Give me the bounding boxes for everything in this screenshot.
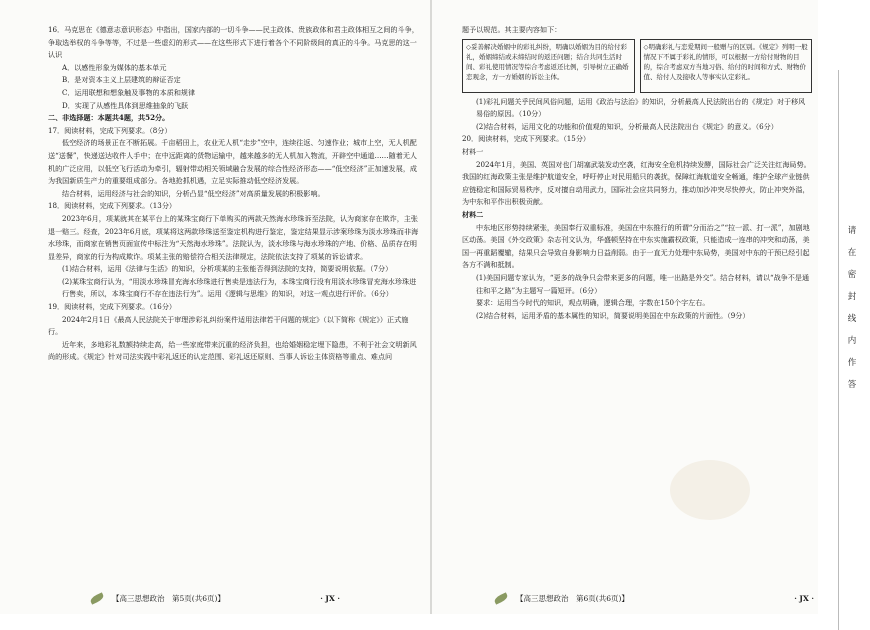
left-column: [48, 24, 420, 364]
q16-option-d: D．实现了从感性具体到思维抽象的飞跃: [62, 100, 189, 110]
left-page-number: 【高三思想政治 第5页(共6页)】: [112, 594, 225, 603]
left-page: [0, 0, 430, 614]
leaf-icon: [89, 592, 105, 604]
leaf-icon: [493, 592, 509, 604]
seal-line-notice: 请在密封线内作答: [847, 226, 857, 390]
q20-requirement: 要求：运用当今时代的知识，观点明确，逻辑合理，字数在150个字左右。: [476, 298, 710, 308]
material-2-label: 材料二: [462, 209, 484, 219]
seal-line: [838, 70, 839, 630]
right-exam-code: · JX ·: [794, 594, 814, 603]
left-exam-code: · JX ·: [320, 594, 340, 603]
material-1-label: 材料一: [462, 146, 484, 156]
right-column: [462, 24, 812, 322]
q17-task: 结合材料，运用经济与社会的知识，分析凸显“低空经济”对高质量发展的积极影响。: [62, 188, 325, 198]
q20-sub1: (1)美国问题专家认为，“更多的战争只会带来更多的问题，唯一出路是外交”。结合材料，请以“战争不是通往和平之路”为主题写一篇短评。（6分）: [476, 272, 810, 295]
q19-intro: 题予以规范。其主要内容如下：: [462, 25, 562, 34]
provision-box-1: ◇妥善解决婚姻中的彩礼纠纷，明确以婚姻为目的给付彩礼，婚姻缔结或未缔结时的返还问题；结合共同生活时间、彩礼使用情况等综合考虑返还比例，引导树立正确婚恋观念，方一方婚姻的诉讼主体。: [462, 39, 635, 93]
left-footer: [90, 593, 340, 604]
material-1-text: 2024年1月，美国、英国对也门胡塞武装发动空袭，红海安全危机持续发酵，国际社会广泛关注红海局势。我国的红海政策主张是维护航道安全，呼吁停止对民用船只的袭扰，保障红海航道安全畅通，维护全球产业链供应链稳定和国际贸易秩序，反对擅自动用武力，国际社会应共同努力，推动加沙冲突尽快停火，防止冲突外溢，为中东和平作出积极贡献。: [462, 159, 811, 207]
q20-head: 20．阅读材料，完成下列要求。（15分）: [462, 134, 591, 144]
right-page-number: 【高三思想政治 第6页(共6页)】: [516, 594, 629, 603]
provision-box-2: ◇明确彩礼与恋爱期间一般赠与的区别。《规定》列明一般情况下不属于彩礼的情形，可以根据一方给付财物的目的，综合考虑双方当地习俗、给付的时间和方式、财物价值、给付人及接收人等事实认定彩礼。: [640, 39, 813, 93]
q16-option-a: A．以感性形象为媒体的基本单元: [62, 62, 167, 72]
q17-head: 17．阅读材料，完成下列要求。（8分）: [48, 125, 172, 135]
right-page: [432, 0, 818, 614]
right-footer: [494, 593, 814, 604]
faded-stamp: [670, 460, 750, 520]
q19-sub1: (1)彩礼问题关乎民间风俗问题，运用《政治与法治》的知识，分析最高人民法院出台的《规定》对于移风易俗的原因。（10分）: [476, 96, 806, 119]
provision-boxes: [462, 39, 812, 93]
q18-sub2: (2)某珠宝商行认为，“用淡水珍珠冒充海水珍珠进行售卖是违法行为，本珠宝商行没有用淡水珍珠冒充海水珍珠进行售卖，所以，本珠宝商行不存在违法行为”。运用《逻辑与思维》的知识，对这一观点进行评价。（6分）: [62, 276, 417, 299]
q16-stem: 16．马克思在《德意志意识形态》中指出，国家内部的一切斗争——民主政体、贵族政体和君主政体相互之间的斗争，争取选举权的斗争等等，不过是一些虚幻的形式——在这些形式下进行着各个不同阶级间的真正的斗争。马克思的这一认识: [48, 25, 419, 60]
q19-head: 19．阅读材料，完成下列要求。（16分）: [48, 302, 177, 312]
q17-material: 低空经济的场景正在不断拓展。千亩稻田上，农业无人机“走步”空中，连续往返、匀速作业；城市上空，无人机配送“送餐”，快递送达收件人手中；在中远距离的货物运输中，越来越多的无人机加入物流，开辟空中通道……随着无人机的广泛应用，以低空飞行活动为牵引，辐射带动相关领域融合发展的综合性经济形态——“低空经济”正加速发展，成为我国新质生产力的重要组成部分。各地抢抓机遇，立足实际推动低空经济发展。: [48, 138, 418, 186]
q19-sub2: (2)结合材料，运用文化的功能和价值观的知识，分析最高人民法院出台《规定》的意义。（6分）: [476, 121, 778, 131]
q18-sub1: (1)结合材料，运用《法律与生活》的知识，分析项某的主张能否得到法院的支持，简要说明依据。（7分）: [62, 264, 393, 274]
q18-head: 18．阅读材料，完成下列要求。（13分）: [48, 201, 177, 211]
material-2-text: 中东地区形势持续紧张，美国奉行双重标准，美国在中东推行的所谓“分而治之”“拉一派、打一派”，加剧地区动荡。美国《外交政策》杂志刊文认为，华盛顿坚持在中东实施霸权政策，只能造成一连串的冲突和动荡，美国一再重蹈覆辙，结果只会导致自身影响力日益削弱。由于一直无力处理中东局势，美国对中东的干预已经引起各方不满和抵制。: [462, 222, 810, 270]
q19-material-1: 2024年2月1日《最高人民法院关于审理涉彩礼纠纷案件适用法律若干问题的规定》（以下简称《规定》）正式施行。: [48, 314, 409, 337]
q19-material-2: 近年来，多地彩礼数额持续走高，给一些家庭带来沉重的经济负担，也给婚姻稳定埋下隐患，不利于社会文明新风尚的形成。《规定》针对司法实践中彩礼返还的认定范围、彩礼返还原则、当事人诉讼主体资格等重点、难点问: [48, 339, 417, 362]
q16-option-c: C．运用联想和想象触及事物的本质和规律: [62, 87, 196, 97]
q16-option-b: B．是对资本主义上层建筑的辩证否定: [62, 75, 181, 85]
section-heading: 二、非选择题：本题共4题，共52分。: [48, 113, 170, 123]
q18-material: 2023年6月，项某就其在某平台上的某珠宝商行下单购买的两款天然海水珍珠诉至法院，认为商家存在欺诈，主张退一赔三。经查，2023年6月底，项某将这两款珍珠送至鉴定机构进行鉴定，鉴定结果显示涉案珍珠为淡水珍珠而非海水珍珠，而商家在销售页面宣传中标注为“天然海水珍珠”。法院认为，淡水珍珠与海水珍珠的产地、价格、品质存在明显差异，商家的行为构成欺诈。项某主张的赔偿符合相关法律规定，法院依法支持了项某的诉讼请求。: [48, 213, 419, 261]
binding-margin: [832, 30, 868, 610]
q20-sub2: (2)结合材料，运用矛盾的基本属性的知识，简要说明美国在中东政策的片面性。（9分）: [476, 310, 750, 320]
